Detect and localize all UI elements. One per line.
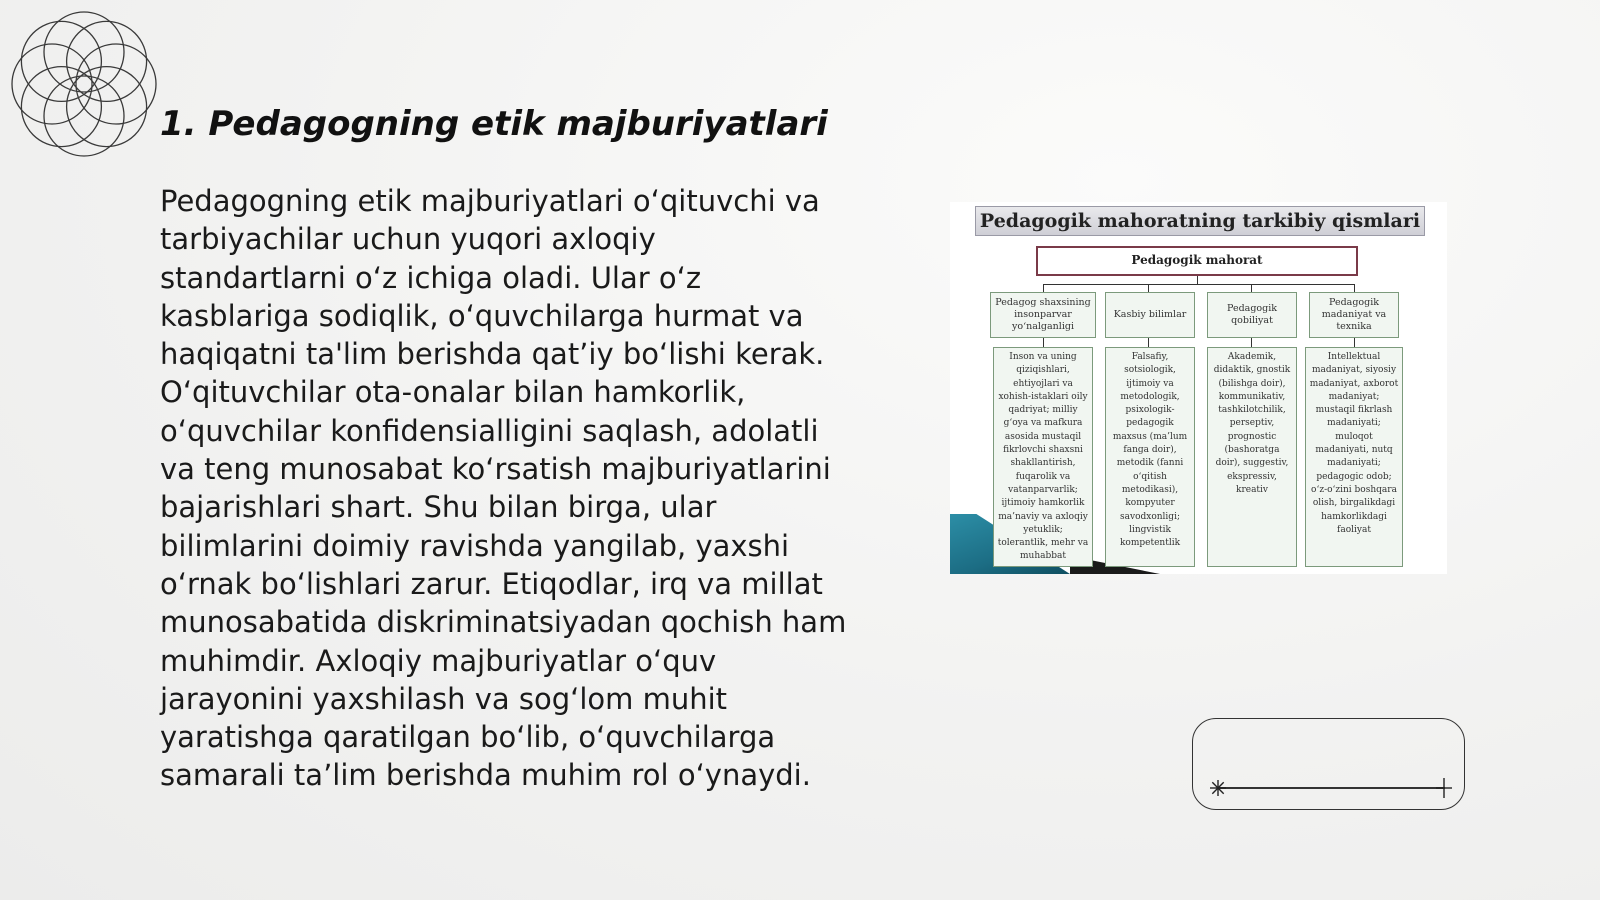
diagram-category-box: Kasbiy bilimlar: [1105, 292, 1195, 338]
plus-icon: [1433, 777, 1455, 799]
diagram-title: Pedagogik mahoratning tarkibiy qismlari: [975, 206, 1425, 236]
connector-line: [1043, 284, 1044, 292]
slide-body-text: Pedagogning etik majburiyatlari o‘qituvchi va tarbiyachilar uchun yuqori axloqiy standartlarni o‘z ichiga oladi. Ular o‘z kasblariga sodiqlik, o‘quvchilarga hurmat va haqiqatni ta'lim berishda qat’iy bo‘lishi kerak. O‘qituvchilar ota-onalar bilan hamkorlik, o‘quvchilar konfidensialligini saqlash, adolatli va teng munosabat ko‘rsatish majburiyatlarini bajarishlari shart. Shu bilan birga, ular bilimlarini doimiy ravishda yangilab, yaxshi o‘rnak bo‘lishlari zarur. Etiqodlar, irq va millat munosabatida diskriminatsiyadan qochish ham muhimdir. Axloqiy majburiyatlar o‘quv jarayonini yaxshilash va sog‘lom muhit yaratishga qaratilgan bo‘lib, o‘quvchilarga samarali ta’lim berishda muhim rol o‘ynaydi.: [160, 184, 847, 793]
slide-title: 1. Pedagogning etik majburiyatlari: [160, 104, 828, 144]
connector-line: [1148, 338, 1149, 347]
decorative-callout-frame: [1192, 718, 1465, 810]
diagram-detail-box: Falsafiy, sotsiologik, ijtimoiy va metodologik, psixologik-pedagogik maxsus (ma’lum fanga doir), metodik (fanni o‘qitish metodikasi), kompyuter savodxonligi; lingvistik kompetentlik: [1105, 347, 1195, 567]
diagram-category-box: Pedagogik qobiliyat: [1207, 292, 1297, 338]
pedagogik-mahorat-diagram: [950, 202, 1447, 574]
connector-line: [1251, 338, 1252, 347]
diagram-root-node: Pedagogik mahorat: [1036, 246, 1358, 276]
diagram-detail-box: Akademik, didaktik, gnostik (bilishga doir), kommunikativ, tashkilotchilik, perseptiv, prognostic (bashoratga doir), suggestiv, ekspressiv, kreativ: [1207, 347, 1297, 567]
callout-line: [1217, 787, 1445, 789]
connector-line: [1354, 284, 1355, 292]
connector-line: [1251, 284, 1252, 292]
diagram-category-box: Pedagogik madaniyat va texnika: [1309, 292, 1399, 338]
sparkle-icon: [1209, 779, 1227, 797]
connector-line: [1043, 284, 1354, 285]
connector-line: [1148, 284, 1149, 292]
connector-line: [1197, 276, 1198, 284]
connector-line: [1043, 338, 1044, 347]
connector-line: [1354, 338, 1355, 347]
diagram-detail-box: Intellektual madaniyat, siyosiy madaniyat, axborot madaniyat; mustaqil fikrlash madaniyati; muloqot madaniyati, nutq madaniyati; pedagogic odob; o‘z-o‘zini boshqara olish, birgalikdagi hamkorlikdagi faoliyat: [1305, 347, 1403, 567]
diagram-category-box: Pedagog shaxsining insonparvar yo‘nalganligi: [990, 292, 1096, 338]
circle-knot-logo-icon: [8, 8, 160, 160]
diagram-detail-box: Inson va uning qiziqishlari, ehtiyojlari va xohish-istaklari oily qadriyat; milliy g‘oya va mafkura asosida mustaqil fikrlovchi shaxsni shakllantirish, fuqarolik va vatanparvarlik; ijtimoiy hamkorlik ma’naviy va axloqiy yetuklik; tolerantlik, mehr va muhabbat: [993, 347, 1093, 567]
